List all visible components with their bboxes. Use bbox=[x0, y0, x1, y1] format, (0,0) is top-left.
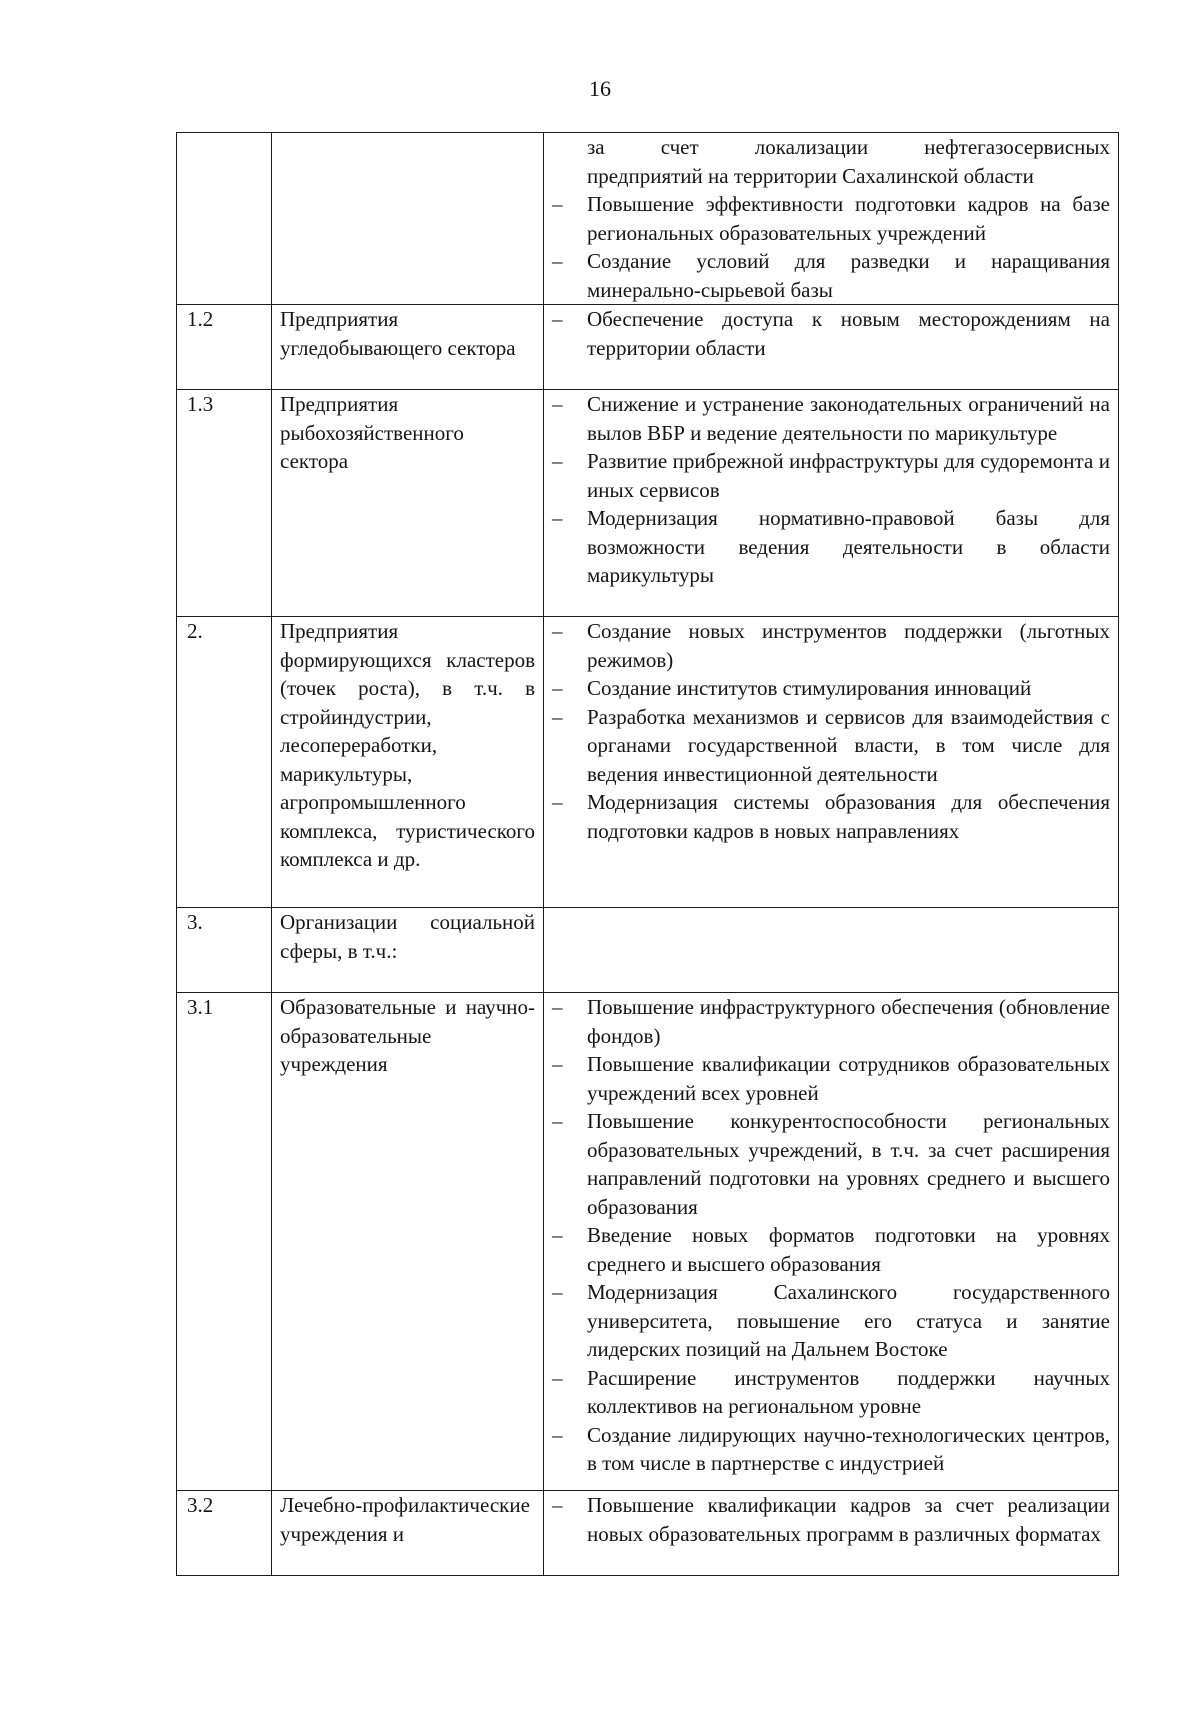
dash-bullet-icon: – bbox=[552, 392, 563, 416]
list-item-text: Модернизация нормативно-правовой базы для возможности ведения деятельности в области марикультуры bbox=[587, 506, 1110, 587]
dash-bullet-icon: – bbox=[552, 1109, 563, 1133]
list-item-text: Разработка механизмов и сервисов для взаимодействия с органами государственной власти, в том числе для ведения инвестиционной деятельности bbox=[587, 704, 1110, 786]
list-item-text: Создание лидирующих научно-технологических центров, в том числе в партнерстве с индустрией bbox=[587, 1422, 1110, 1475]
list-item-text: Введение новых форматов подготовки на уровнях среднего и высшего образования bbox=[587, 1223, 1110, 1276]
list-item bbox=[548, 1491, 1110, 1548]
row-measures bbox=[544, 908, 1119, 993]
list-item bbox=[548, 504, 1110, 590]
row-number: 3. bbox=[177, 908, 272, 993]
measures-list bbox=[548, 993, 1110, 1478]
dash-bullet-icon: – bbox=[552, 619, 563, 643]
dash-bullet-icon: – bbox=[552, 676, 563, 700]
dash-bullet-icon: – bbox=[552, 1052, 563, 1076]
dash-bullet-icon: – bbox=[552, 995, 563, 1019]
list-item bbox=[548, 1050, 1110, 1107]
dash-bullet-icon: – bbox=[552, 307, 563, 331]
dash-bullet-icon: – bbox=[552, 1493, 563, 1517]
table-row bbox=[177, 908, 1119, 993]
dash-bullet-icon: – bbox=[552, 192, 563, 216]
dash-bullet-icon: – bbox=[552, 1422, 563, 1447]
measures-list bbox=[548, 617, 1110, 845]
continued-text: предприятий на территории Сахалинской области bbox=[587, 163, 1034, 188]
list-item-text: Повышение конкурентоспособности региональных образовательных учреждений, в т.ч. за счет расширения направлений подготовки на уровнях среднего и высшего образования bbox=[587, 1109, 1110, 1219]
list-item bbox=[548, 674, 1110, 703]
list-item bbox=[548, 247, 1110, 304]
list-item bbox=[548, 1364, 1110, 1421]
row-number bbox=[177, 133, 272, 305]
measures-table bbox=[176, 132, 1119, 1576]
row-name bbox=[272, 133, 544, 305]
row-number: 1.3 bbox=[177, 390, 272, 617]
measures-list bbox=[548, 390, 1110, 590]
row-name: Предприятия угледобывающего сектора bbox=[272, 305, 544, 390]
list-item bbox=[548, 390, 1110, 447]
list-item-text: Создание новых инструментов поддержки (льготных режимов) bbox=[587, 619, 1110, 672]
table-row bbox=[177, 305, 1119, 390]
list-item-text: Обеспечение доступа к новым месторождениям на территории области bbox=[587, 307, 1110, 360]
dash-bullet-icon: – bbox=[552, 790, 563, 814]
page-number: 16 bbox=[589, 76, 611, 101]
list-item-text: Повышение эффективности подготовки кадров на базе региональных образовательных учреждений bbox=[587, 192, 1110, 245]
dash-bullet-icon: – bbox=[552, 449, 563, 473]
row-measures bbox=[544, 390, 1119, 617]
list-item bbox=[548, 190, 1110, 247]
table-row bbox=[177, 993, 1119, 1491]
row-name: Организации социальной сферы, в т.ч.: bbox=[272, 908, 544, 993]
row-name: Образовательные и научно-образовательные учреждения bbox=[272, 993, 544, 1491]
list-item-text: Повышение инфраструктурного обеспечения (обновление фондов) bbox=[587, 995, 1110, 1048]
list-item-text: Развитие прибрежной инфраструктуры для судоремонта и иных сервисов bbox=[587, 449, 1110, 502]
dash-bullet-icon: – bbox=[552, 1223, 563, 1247]
list-item bbox=[548, 1421, 1110, 1478]
list-item-text: Расширение инструментов поддержки научных коллективов на региональном уровне bbox=[587, 1365, 1110, 1418]
table-body bbox=[177, 133, 1119, 1576]
row-measures bbox=[544, 993, 1119, 1491]
table-row bbox=[177, 1491, 1119, 1576]
row-name: Предприятия формирующихся кластеров (точек роста), в т.ч. в стройиндустрии, лесопереработки, марикультуры, агропромышленного комплекса, туристического комплекса и др. bbox=[272, 617, 544, 908]
list-item-text: Модернизация системы образования для обеспечения подготовки кадров в новых направлениях bbox=[587, 790, 1110, 843]
dash-bullet-icon: – bbox=[552, 704, 563, 729]
table-row bbox=[177, 617, 1119, 908]
dash-bullet-icon: – bbox=[552, 1280, 563, 1304]
dash-bullet-icon: – bbox=[552, 249, 563, 273]
row-measures bbox=[544, 133, 1119, 305]
row-number: 3.1 bbox=[177, 993, 272, 1491]
row-name: Предприятия рыбохозяйственного сектора bbox=[272, 390, 544, 617]
list-item-text: Снижение и устранение законодательных ограничений на вылов ВБР и ведение деятельности по марикультуре bbox=[587, 392, 1110, 445]
row-number: 1.2 bbox=[177, 305, 272, 390]
dash-bullet-icon: – bbox=[552, 1365, 563, 1390]
list-item bbox=[548, 993, 1110, 1050]
continued-text: за счет локализации нефтегазосервисных bbox=[587, 135, 1110, 159]
list-item bbox=[548, 788, 1110, 845]
table-row bbox=[177, 133, 1119, 305]
row-measures bbox=[544, 617, 1119, 908]
list-item-text: Создание условий для разведки и наращивания минерально-сырьевой базы bbox=[587, 249, 1110, 302]
dash-bullet-icon: – bbox=[552, 506, 563, 530]
measures-list bbox=[548, 1491, 1110, 1548]
row-measures bbox=[544, 305, 1119, 390]
row-number: 3.2 bbox=[177, 1491, 272, 1576]
measures-list bbox=[548, 305, 1110, 362]
list-item bbox=[548, 305, 1110, 362]
list-item bbox=[548, 447, 1110, 504]
list-item bbox=[548, 1278, 1110, 1364]
list-item-text: Создание институтов стимулирования инноваций bbox=[587, 676, 1032, 700]
row-measures bbox=[544, 1491, 1119, 1576]
table-row bbox=[177, 390, 1119, 617]
measures-list bbox=[548, 190, 1110, 304]
list-item bbox=[548, 1107, 1110, 1221]
list-item bbox=[548, 1221, 1110, 1278]
list-item-text: Модернизация Сахалинского государственного университета, повышение его статуса и занятие лидерских позиций на Дальнем Востоке bbox=[587, 1280, 1110, 1361]
list-item-text: Повышение квалификации сотрудников образовательных учреждений всех уровней bbox=[587, 1052, 1110, 1105]
list-item-text: Повышение квалификации кадров за счет реализации новых образовательных программ в различных форматах bbox=[587, 1493, 1110, 1546]
row-name: Лечебно-профилактические учреждения и bbox=[272, 1491, 544, 1576]
row-number: 2. bbox=[177, 617, 272, 908]
list-item bbox=[548, 617, 1110, 674]
list-item bbox=[548, 703, 1110, 789]
